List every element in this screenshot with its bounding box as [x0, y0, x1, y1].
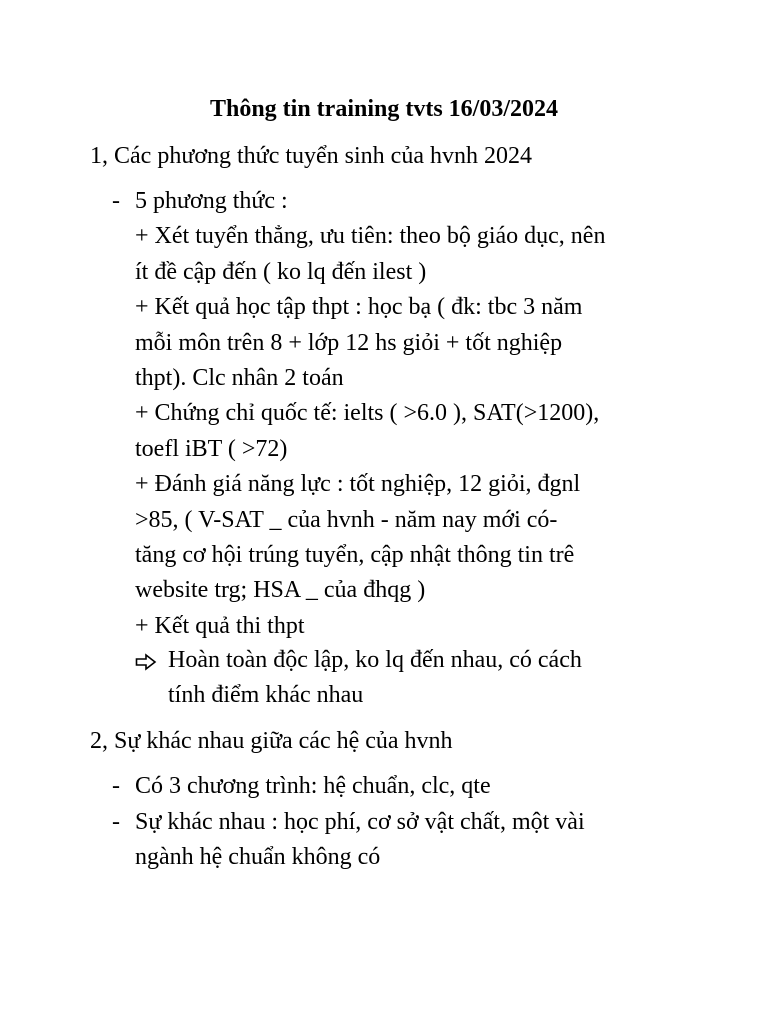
document-title: Thông tin training tvts 16/03/2024: [209, 96, 559, 122]
list-item-body: [135, 184, 685, 644]
list-item-body: [135, 769, 685, 804]
text-line: >85, ( V-SAT _ của hvnh - năm nay mới có-: [135, 506, 558, 533]
text-line: + Đánh giá năng lực : tốt nghiệp, 12 giỏi, đgnl: [135, 471, 581, 498]
text-line: Hoàn toàn độc lập, ko lq đến nhau, có cách: [168, 647, 582, 673]
text-line: thpt). Clc nhân 2 toán: [135, 365, 344, 392]
list-item-body: [135, 805, 685, 876]
text-line: tính điểm khác nhau: [168, 682, 364, 709]
text-line: + Kết quả học tập thpt : học bạ ( đk: tbc 3 năm: [135, 294, 583, 321]
text-line: ít đề cập đến ( ko lq đến ilest ): [135, 258, 427, 285]
text-line: Có 3 chương trình: hệ chuẩn, clc, qte: [135, 773, 491, 799]
text-line: Sự khác nhau : học phí, cơ sở vật chất, một vài: [135, 809, 585, 835]
outline-right-arrow-icon: [135, 653, 157, 671]
text-line: + Chứng chỉ quốc tế: ielts ( >6.0 ), SAT(>1200),: [135, 400, 600, 427]
section-1-heading: 1, Các phương thức tuyển sinh của hvnh 2024: [90, 143, 532, 169]
text-line: website trg; HSA _ của đhqg ): [135, 577, 426, 604]
dash-bullet: -: [112, 809, 120, 835]
dash-bullet: -: [112, 188, 120, 214]
text-line: mỗi môn trên 8 + lớp 12 hs giỏi + tốt nghiệp: [135, 329, 563, 356]
text-line: toefl iBT ( >72): [135, 435, 288, 462]
section-2-heading: 2, Sự khác nhau giữa các hệ của hvnh: [90, 728, 453, 754]
text-line: + Xét tuyển thẳng, ưu tiên: theo bộ giáo dục, nên: [135, 223, 606, 250]
list-item-label: 5 phương thức :: [135, 188, 288, 214]
text-line: tăng cơ hội trúng tuyển, cập nhật thông tin trê: [135, 542, 575, 569]
dash-bullet: -: [112, 773, 120, 799]
text-line: ngành hệ chuẩn không có: [135, 844, 381, 871]
text-line: + Kết quả thi thpt: [135, 612, 305, 639]
arrow-item-body: [168, 643, 688, 714]
